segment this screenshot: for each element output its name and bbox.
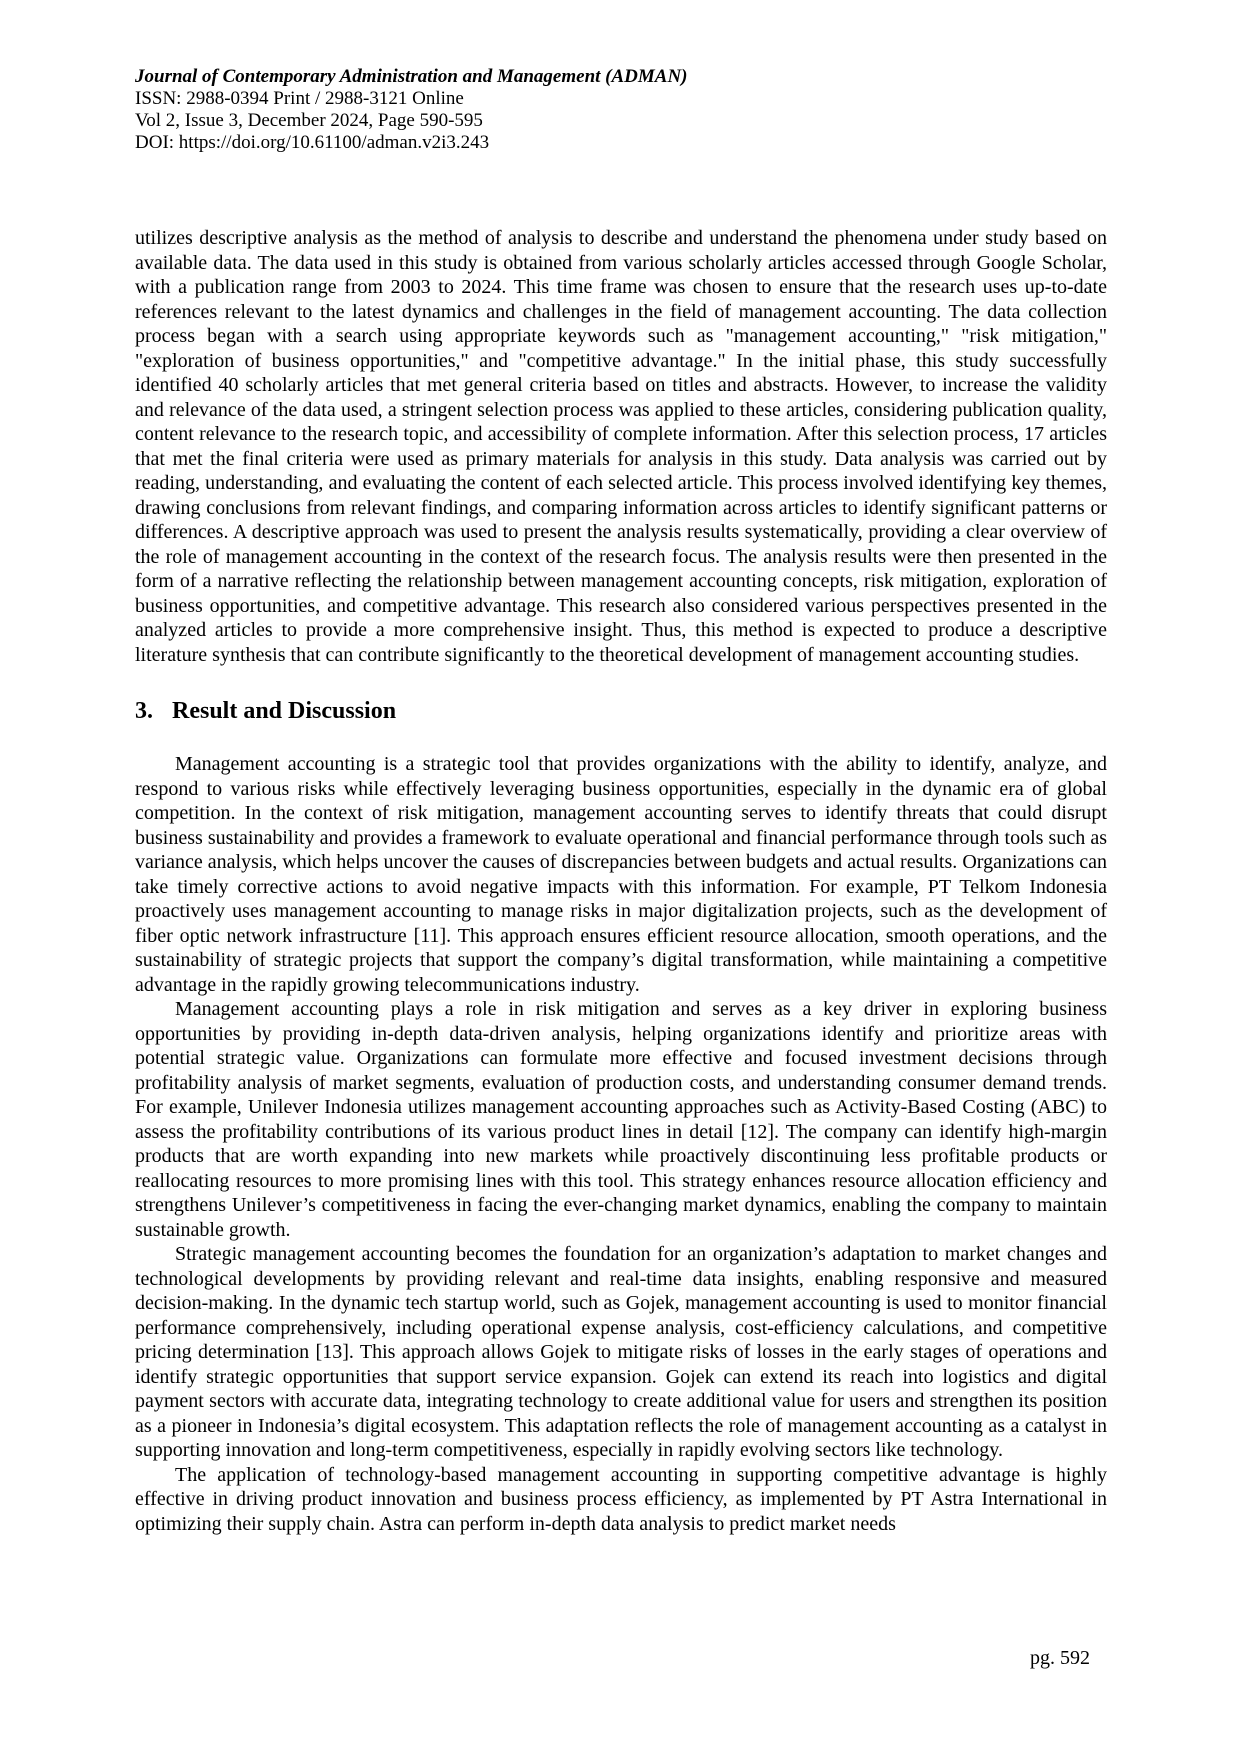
section-heading — [135, 697, 1107, 725]
result-paragraph-1: Management accounting is a strategic tool that provides organizations with the ability to identify, analyze, and respond to various risks while effectively leveraging business opportunities, especially in the dynamic era of global competition. In the context of risk mitigation, management accounting serves to identify threats that could disrupt business sustainability and provides a framework to evaluate operational and financial performance through tools such as variance analysis, which helps uncover the causes of discrepancies between budgets and actual results. Organizations can take timely corrective actions to avoid negative impacts with this information. For example, PT Telkom Indonesia proactively uses management accounting to manage risks in major digitalization projects, such as the development of fiber optic network infrastructure [11]. This approach ensures efficient resource allocation, smooth operations, and the sustainability of strategic projects that support the company’s digital transformation, while maintaining a competitive advantage in the rapidly growing telecommunications industry. — [135, 753, 1107, 996]
article-body — [135, 226, 1107, 1536]
section-number: 3. — [135, 698, 153, 724]
journal-header — [135, 66, 1107, 154]
result-paragraph-2: Management accounting plays a role in risk mitigation and serves as a key driver in exploring business opportunities by providing in-depth data-driven analysis, helping organizations identify and prioritize areas with potential strategic value. Organizations can formulate more effective and focused investment decisions through profitability analysis of market segments, evaluation of production costs, and understanding consumer demand trends. For example, Unilever Indonesia utilizes management accounting approaches such as Activity-Based Costing (ABC) to assess the profitability contributions of its various product lines in detail [12]. The company can identify high-margin products that are worth expanding into new markets while proactively discontinuing less profitable products or reallocating resources to more promising lines with this tool. This strategy enhances resource allocation efficiency and strengthens Unilever’s competitiveness in facing the ever-changing market dynamics, enabling the company to maintain sustainable growth. — [135, 998, 1107, 1241]
methods-continuation-paragraph: utilizes descriptive analysis as the method of analysis to describe and understand the phenomena under study based on available data. The data used in this study is obtained from various scholarly articles accessed through Google Scholar, with a publication range from 2003 to 2024. This time frame was chosen to ensure that the research uses up-to-date references relevant to the latest dynamics and challenges in the field of management accounting. The data collection process began with a search using appropriate keywords such as "management accounting," "risk mitigation," "exploration of business opportunities," and "competitive advantage." In the initial phase, this study successfully identified 40 scholarly articles that met general criteria based on titles and abstracts. However, to increase the validity and relevance of the data used, a stringent selection process was applied to these articles, considering publication quality, content relevance to the research topic, and accessibility of complete information. After this selection process, 17 articles that met the final criteria were used as primary materials for analysis in this study. Data analysis was carried out by reading, understanding, and evaluating the content of each selected article. This process involved identifying key themes, drawing conclusions from relevant findings, and comparing information across articles to identify significant patterns or differences. A descriptive approach was used to present the analysis results systematically, providing a clear overview of the role of management accounting in the context of the research focus. The analysis results were then presented in the form of a narrative reflecting the relationship between management accounting concepts, risk mitigation, exploration of business opportunities, and competitive advantage. This research also considered various perspectives presented in the analyzed articles to provide a more comprehensive insight. Thus, this method is expected to produce a descriptive literature synthesis that can contribute significantly to the theoretical development of management accounting studies. — [135, 227, 1107, 666]
journal-doi: DOI: https://doi.org/10.61100/adman.v2i3.243 — [135, 132, 490, 153]
section-title: Result and Discussion — [172, 698, 397, 724]
result-paragraph-4: The application of technology-based management accounting in supporting competitive advantage is highly effective in driving product innovation and business process efficiency, as implemented by PT Astra International in optimizing their supply chain. Astra can perform in-depth data analysis to predict market needs — [135, 1463, 1107, 1535]
journal-issn: ISSN: 2988-0394 Print / 2988-3121 Online — [135, 88, 464, 109]
journal-volume-info: Vol 2, Issue 3, December 2024, Page 590-595 — [135, 110, 483, 131]
journal-title: Journal of Contemporary Administration and Management (ADMAN) — [135, 66, 688, 87]
page-number: pg. 592 — [1030, 1647, 1090, 1669]
result-paragraph-3: Strategic management accounting becomes the foundation for an organization’s adaptation to market changes and technological developments by providing relevant and real-time data insights, enabling responsive and measured decision-making. In the dynamic tech startup world, such as Gojek, management accounting is used to monitor financial performance comprehensively, including operational expense analysis, cost-efficiency calculations, and competitive pricing determination [13]. This approach allows Gojek to mitigate risks of losses in the early stages of operations and identify strategic opportunities that support service expansion. Gojek can extend its reach into logistics and digital payment sectors with accurate data, integrating technology to create additional value for users and strengthen its position as a pioneer in Indonesia’s digital ecosystem. This adaptation reflects the role of management accounting as a catalyst in supporting innovation and long-term competitiveness, especially in rapidly evolving sectors like technology. — [135, 1243, 1107, 1461]
